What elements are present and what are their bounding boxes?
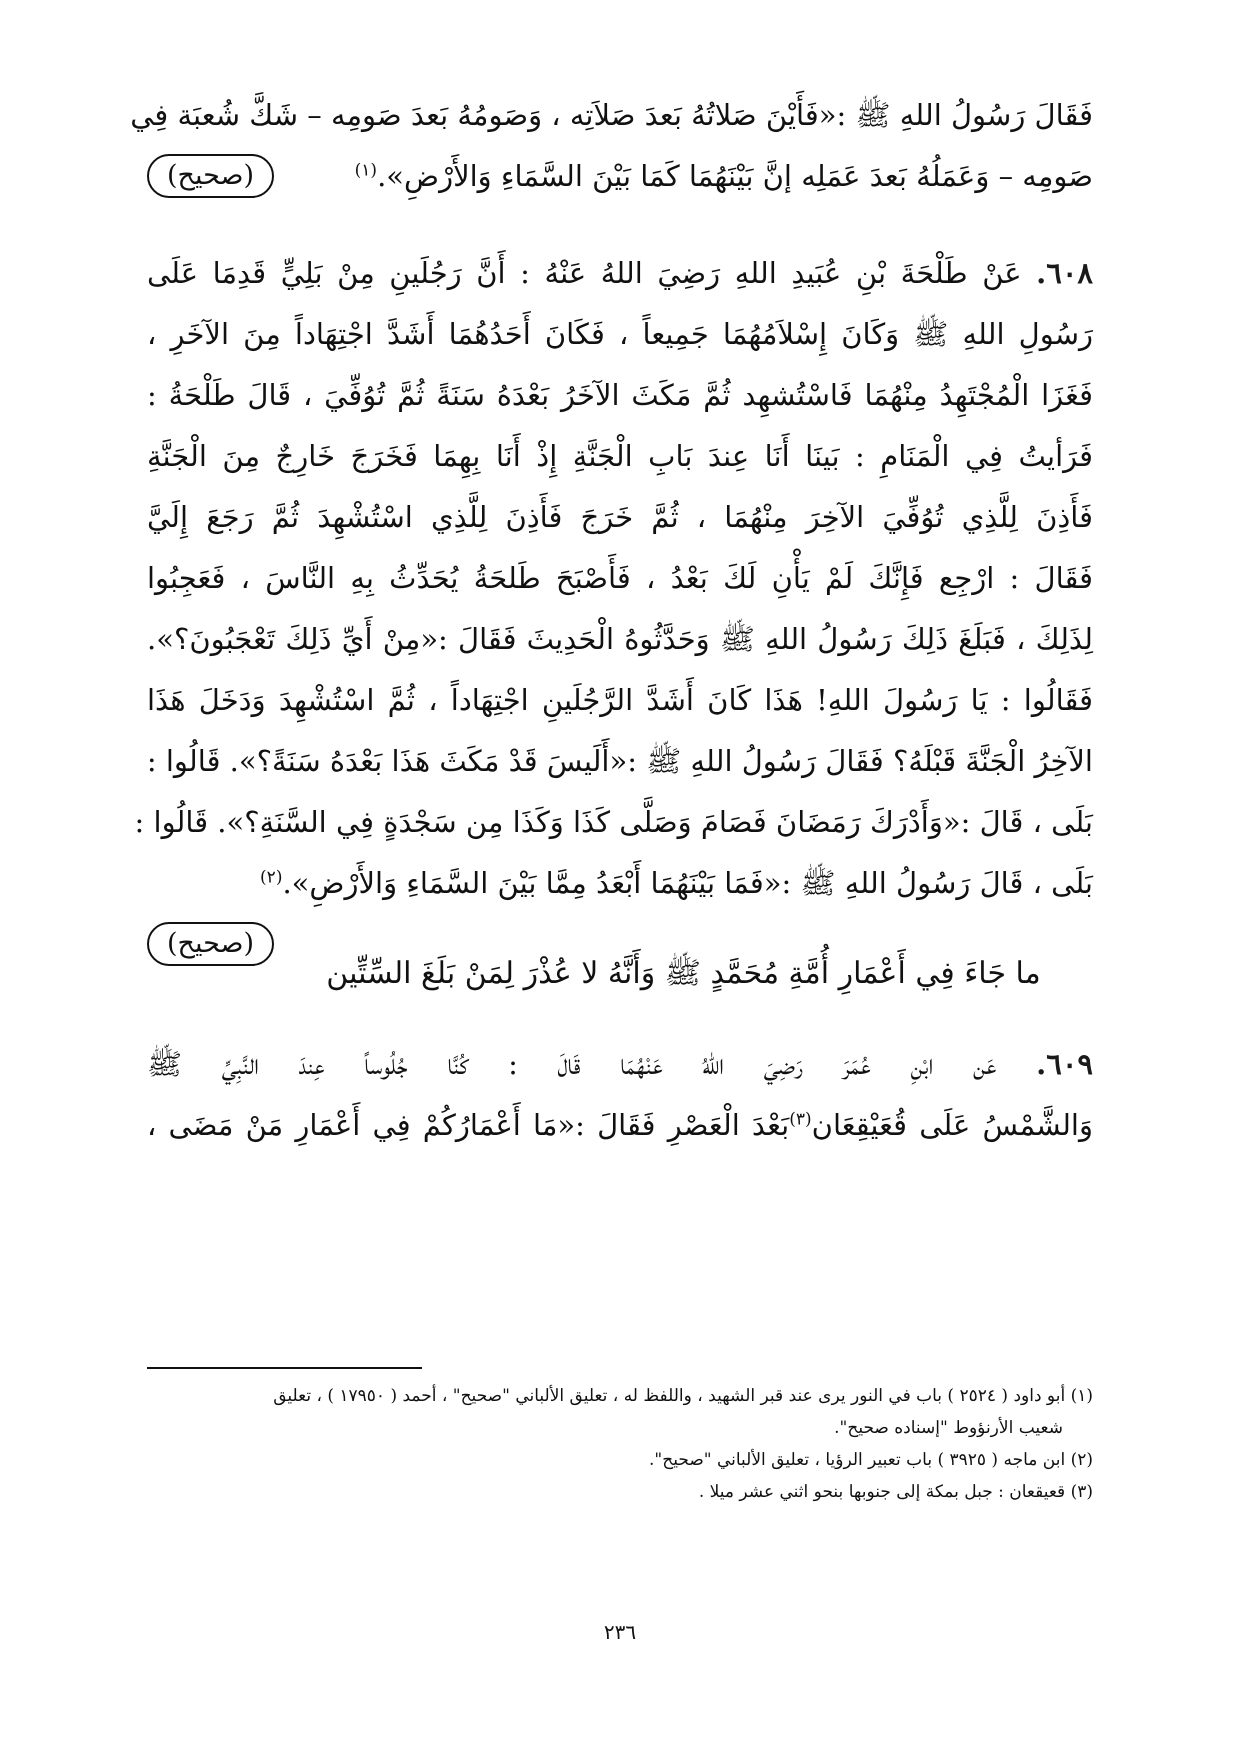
hadith608-line-4: فَرَأيتُ فِي الْمَنَامِ : بَينَا أَنَا عِندَ بَابِ الْجَنَّةِ إِذْ أَنَا بِهِمَا فَخَرَجَ خَارِجٌ مِنَ الْجَنَّةِ bbox=[147, 439, 1093, 473]
footnote-ref-1[interactable]: (١) bbox=[354, 160, 378, 181]
hadith608-line-10: بَلَى ، قَالَ :«وَأَدْرَكَ رَمَضَانَ فَصَامَ وَصَلَّى كَذَا وَكَذَا مِن سَجْدَةٍ فِي السَّنَةِ؟». قَالُوا : bbox=[134, 805, 1093, 839]
hadith608-line-3: فَغَزَا الْمُجْتَهِدُ مِنْهُمَا فَاسْتُشهِد ثُمَّ مَكَثَ الآخَرُ بَعْدَهُ سَنَةً ثُمَّ تُوُفِّيَ ، قَالَ طَلْحَةُ : bbox=[147, 378, 1093, 412]
hadith608-line-5: فَأَذِنَ لِلَّذِي تُوُفِّيَ الآخِرَ مِنْهُمَا ، ثُمَّ خَرَجَ فَأَذِنَ لِلَّذِي اسْتُشْهِدَ ثُمَّ رَجَعَ إِلَيَّ bbox=[147, 500, 1093, 534]
hadith608-line-7: لِذَلِكَ ، فَبَلَغَ ذَلِكَ رَسُولُ اللهِ ﷺ وَحَدَّثُوهُ الْحَدِيثَ فَقَالَ :«مِنْ أَيِّ ذَلِكَ تَعْجَبُونَ؟». bbox=[147, 622, 1093, 656]
footnote-2: (٢) ابن ماجه ( ٣٩٢٥ ) باب تعبير الرؤيا ، تعليق الألباني "صحيح". bbox=[649, 1450, 1093, 1470]
page-number: ٢٣٦ bbox=[603, 1620, 637, 1644]
footnote-1: (١) أبو داود ( ٢٥٢٤ ) باب في النور يرى عند قبر الشهيد ، واللفظ له ، تعليق الألباني "صحيح" ، أحمد ( ١٧٩٥٠ ) ، تعليق شعيب الأرنؤوط "إسناده صحيح". bbox=[273, 1386, 1093, 1438]
grade-badge-1: (صحيح) bbox=[147, 154, 274, 198]
hadith609-line-1: ٦٠٩. عَن ابْنِ عُمَرَ رَضِيَ اللهُ عَنْهُمَا قَالَ : كُنَّا جُلُوساً عِندَ النَّبِيِّ ﷺ bbox=[147, 1047, 1093, 1081]
hadith608-line-1: ٦٠٨. عَنْ طَلْحَةَ بْنِ عُبَيدِ اللهِ رَضِيَ اللهُ عَنْهُ : أَنَّ رَجُلَينِ مِنْ بَلِيٍّ قَدِمَا عَلَى bbox=[147, 256, 1094, 290]
hadith608-line-11: بَلَى ، قَالَ رَسُولُ اللهِ ﷺ :«فَمَا بَيْنَهُمَا أَبْعَدُ مِمَّا بَيْنَ السَّمَاءِ وَالأَرْضِ».$^{(٢)}$ (صحيح) bbox=[147, 853, 1093, 914]
footnotes bbox=[147, 1380, 1093, 1508]
hadith609-line-2: وَالشَّمْسُ عَلَى قُعَيْقِعَان$^{(٣)}$بَعْدَ الْعَصْرِ فَقَالَ :«مَا أَعْمَارُكُمْ فِي أَعْمَارِ مَنْ مَضَى ، bbox=[147, 1108, 1093, 1142]
hadith608-line-8: فَقَالُوا : يَا رَسُولَ اللهِ! هَذَا كَانَ أَشَدَّ الرَّجُلَينِ اجْتِهَاداً ، ثُمَّ اسْتُشْهِدَ وَدَخَلَ هَذَا bbox=[147, 683, 1093, 717]
footnote-divider bbox=[147, 1367, 422, 1369]
block1-text: صَومِه – وَعَمَلُهُ بَعدَ عَمَلِه إنَّ بَيْنَهُمَا كَمَا بَيْنَ السَّمَاءِ وَالأَرْضِ». bbox=[377, 159, 1093, 193]
hadith608-line-9: الآخِرُ الْجَنَّةَ قَبْلَهُ؟ فَقَالَ رَسُولُ اللهِ ﷺ :«أَلَيسَ قَدْ مَكَثَ هَذَا بَعْدَهُ سَنَةً؟». قَالُوا : bbox=[146, 744, 1093, 778]
block1-line-2 bbox=[147, 146, 1093, 207]
grade-badge-2: (صحيح) bbox=[147, 922, 274, 966]
hadith-number-608: ٦٠٨. bbox=[1036, 256, 1094, 290]
footnote-ref-3[interactable]: (٣) bbox=[789, 1109, 812, 1130]
block1-line-1: فَقَالَ رَسُولُ اللهِ ﷺ :«فَأَيْنَ صَلاتُهُ بَعدَ صَلاَتِه ، وَصَومُهُ بَعدَ صَومِه – شَكَّ شُعبَة فِي bbox=[130, 98, 1093, 132]
hadith608-line-6: فَقَالَ : ارْجِع فَإِنَّكَ لَمْ يَأْنِ لَكَ بَعْدُ ، فَأَصْبَحَ طَلحَةُ يُحَدِّثُ بِهِ النَّاسَ ، فَعَجِبُوا bbox=[147, 561, 1093, 595]
footnote-3: (٣) قعيقعان : جبل بمكة إلى جنوبها بنحو اثني عشر ميلا . bbox=[698, 1482, 1093, 1502]
hadith608-line-2: رَسُولِ اللهِ ﷺ وَكَانَ إِسْلاَمُهُمَا جَمِيعاً ، فَكَانَ أَحَدُهُمَا أَشَدَّ اجْتِهَاداً مِنَ الآخَرِ ، bbox=[147, 317, 1093, 351]
footnote-ref-2[interactable]: (٢) bbox=[260, 867, 283, 888]
page-body bbox=[130, 85, 1094, 1156]
section-heading: ما جَاءَ فِي أَعْمَارِ أُمَّةِ مُحَمَّدٍ ﷺ وَأَنَّهُ لا عُذْرَ لِمَنْ بَلَغَ السِّتِّين bbox=[326, 956, 1041, 991]
hadith-number-609: ٦٠٩. bbox=[1036, 1047, 1093, 1081]
